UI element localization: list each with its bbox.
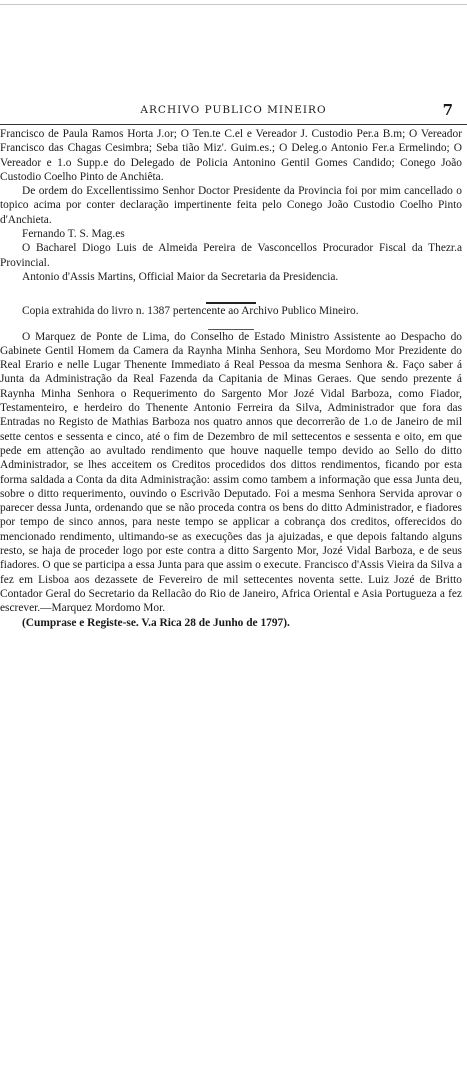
document-body [0, 127, 462, 630]
page-number: 7 [442, 101, 453, 119]
signatures-paragraph: Francisco de Paula Ramos Horta J.or; O Ten.te C.el e Vereador J. Custodio Per.a B.m; O Vereador Francisco das Chagas Cesimbra; Seba tião Miz'. Guim.es.; O Deleg.o Antonio Fer.a Ermelindo; O Vereador e 1.o Supp.e do Delegado de Policia Antonino Gentil Gomes Candido; Conego João Custodio Coelho Pinto de Anchiêta. [0, 128, 462, 183]
bachelor-paragraph: O Bacharel Diogo Luis de Almeida Pereira de Vasconcellos Procurador Fiscal da Thezr.a Provincial. [0, 242, 462, 269]
header-rule [0, 124, 467, 125]
page-header [0, 101, 467, 122]
order-paragraph: De ordem do Excellentissimo Senhor Doctor Presidente da Provincia foi por mim cancellado o topico acima por conter declaração impertinente feita pelo Conego João Custodio Coelho Pinto d'Anchieta. [0, 185, 462, 226]
signed-name: Fernando T. S. Mag.es [22, 228, 125, 241]
copy-note: Copia extrahida do livro n. 1387 pertencente ao Archivo Publico Mineiro. [22, 305, 359, 318]
top-edge-line [0, 4, 467, 5]
running-title: ARCHIVO PUBLICO MINEIRO [140, 104, 327, 116]
official-paragraph: Antonio d'Assis Martins, Official Maior da Secretaria da Presidencia. [22, 270, 339, 283]
closing-line: (Cumprase e Registe-se. V.a Rica 28 de Junho de 1797). [22, 616, 290, 629]
decree-paragraph: O Marquez de Ponte de Lima, do Conselho de Estado Ministro Assistente ao Despacho do Gabinete Gentil Homem da Camera da Raynha Minha Senhora, Seu Mordomo Mor Prezidente do Real Erario e nelle Lugar Thenente Immediato á Real Pessoa da mesma Senhora &. Faço saber á Junta da Administração da Real Fazenda da Capitania de Minas Geraes. Que sendo prezente á Raynha Minha Senhora o Requerimento do Sargento Mor Jozé Vidal Barboza, como Fiador, Testamenteiro, e herdeiro do Thenente Antonio Ferreira da Silva, Administrador que fora das Entradas no Registo de Mathias Barboza nos quatro annos que decorrerão de 1.o de Janeiro de mil sette centos e sessenta e cinco, até o fim de Dezembro de mil settecentos e sessenta e oito, em que pede em attenção ao avultado rendimento que houve naquelle tempo devido ao Sello do ditto Administrador, se lhes acceitem os Creditos procedidos dos dittos rendimentos, ficando por esta forma saldada a Conta da dita Administração: assim como tambem a informação que essa Junta deu, sobre o ditto requerimento, ouvindo o Escrivão Deputado. Foi a mesma Senhora Servida aprovar o parecer dessa Junta, ordenando que se não proceda contra os bens do ditto Administrador, e fiadores por tempo de sinco annos, para neste tempo se applicar a cobrança dos creditos, offerecidos do mencionado rendimento, ultimando-se as execuções das ja ajuizadas, e que depois faltando alguns resto, se haja de proceder logo por este contra a ditto Sargento Mor, Jozé Vidal Barboza, e de seus fiadores. O que se participa a essa Junta para que assim o execute. Francisco d'Assis Vieira da Silva a fez em Lisboa aos dezassete de Fevereiro de mil settecentes noventa sette. Luiz Jozé de Britto Contador Geral do Secretario da Rellacão do Rio de Janeiro, Africa Oriental e Asia Portugueza a fez escrever.—Marquez Mordomo Mor. [0, 330, 462, 615]
